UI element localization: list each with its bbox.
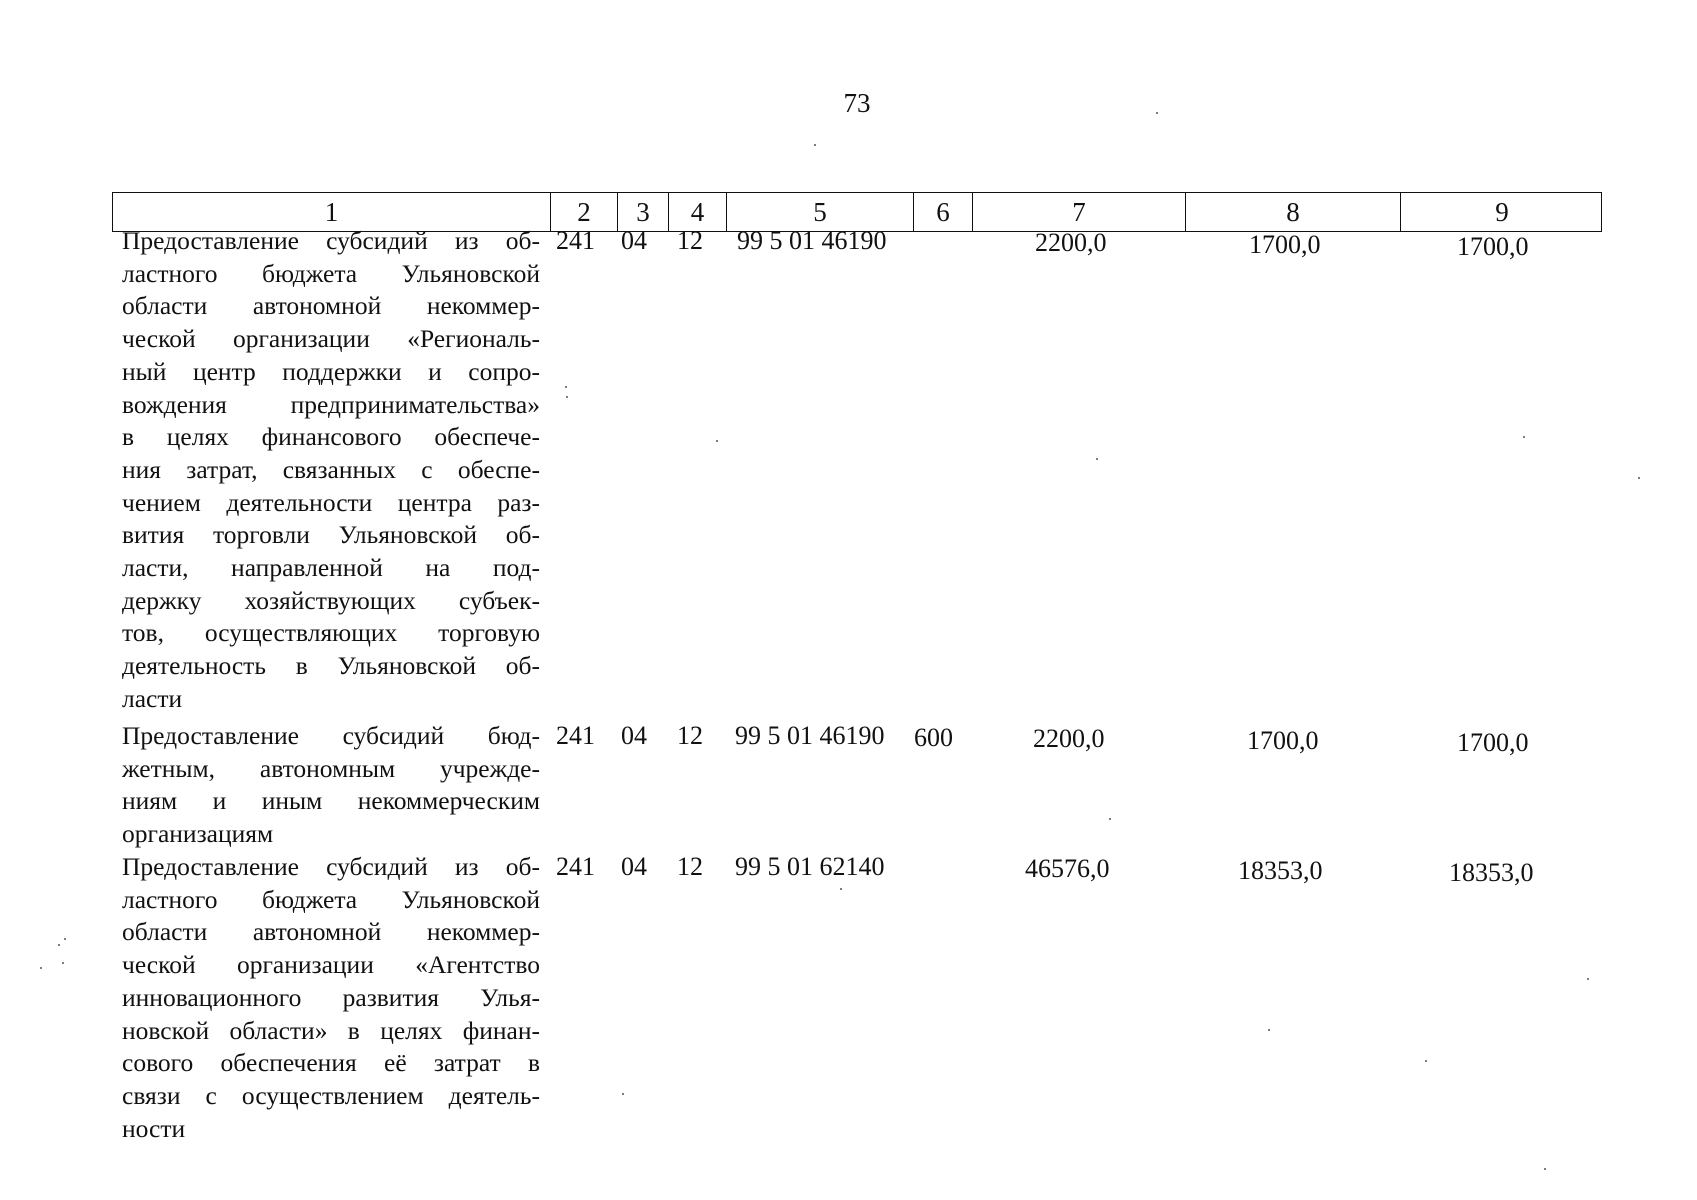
cell-col-7: 2200,0 [1033, 724, 1105, 753]
cell-col-3: 04 [621, 852, 647, 881]
column-header-5: 5 [727, 193, 914, 231]
cell-col-9: 1700,0 [1457, 232, 1529, 261]
cell-col-2: 241 [556, 721, 595, 750]
scan-speck [1156, 112, 1158, 114]
cell-col-2: 241 [556, 852, 595, 881]
cell-col-7: 2200,0 [1035, 228, 1107, 257]
description-line: ния затрат, связанных с обеспе- [122, 454, 540, 484]
description-line: вождения предпринимательства» [122, 389, 540, 419]
description-line: тов, осуществляющих торговую [122, 618, 540, 648]
column-header-1: 1 [113, 193, 551, 231]
scan-speck [64, 938, 66, 940]
scan-speck [40, 967, 42, 969]
scan-speck [1096, 458, 1098, 460]
scan-speck [1587, 978, 1589, 980]
cell-col-4: 12 [677, 852, 703, 881]
description-line: держку хозяйствующих субъек- [122, 585, 540, 615]
description-line: ный центр поддержки и сопро- [122, 356, 540, 386]
scan-speck [1544, 1168, 1546, 1170]
row-description [122, 851, 540, 1145]
column-header-8: 8 [1186, 193, 1401, 231]
column-header-6: 6 [914, 193, 973, 231]
column-header-4: 4 [669, 193, 727, 231]
description-line: ниям и иным некоммерческим [122, 786, 540, 816]
row-description [122, 225, 540, 716]
cell-col-7: 46576,0 [1025, 854, 1110, 883]
cell-col-9: 1700,0 [1457, 728, 1529, 757]
description-line: области автономной некоммер- [122, 917, 540, 947]
description-line: ласти, направленной на под- [122, 553, 540, 583]
description-line: ческой организации «Агентство [122, 950, 540, 980]
cell-col-9: 18353,0 [1449, 858, 1534, 887]
column-header-9: 9 [1495, 197, 1509, 227]
description-line: деятельность в Ульяновской об- [122, 651, 540, 681]
row-description [122, 720, 540, 851]
description-line: сового обеспечения её затрат в [122, 1048, 540, 1078]
page-number: 73 [843, 88, 871, 118]
scan-speck [622, 1093, 624, 1095]
description-line: ласти [122, 683, 183, 713]
scan-speck [566, 396, 568, 398]
description-line: новской области» в целях финан- [122, 1015, 540, 1045]
description-line: инновационного развития Улья- [122, 982, 540, 1012]
cell-col-8: 1700,0 [1247, 726, 1319, 755]
description-line: Предоставление субсидий из об- [122, 226, 540, 255]
cell-col-3: 04 [621, 721, 647, 750]
column-header-2: 2 [551, 193, 618, 231]
scan-speck [840, 888, 842, 890]
scan-speck [1109, 818, 1111, 820]
scan-speck [1268, 1029, 1270, 1031]
description-line: ластного бюджета Ульяновской [122, 884, 540, 914]
cell-col-2: 241 [556, 226, 595, 255]
scan-speck [58, 944, 60, 946]
description-line: ческой организации «Региональ- [122, 324, 540, 354]
scan-speck [1425, 1060, 1427, 1062]
description-line: вития торговли Ульяновской об- [122, 520, 540, 550]
cell-col-4: 12 [677, 226, 703, 255]
cell-col-4: 12 [677, 721, 703, 750]
description-line: в целях финансового обеспече- [122, 422, 540, 452]
cell-col-3: 04 [621, 226, 647, 255]
description-line: ластного бюджета Ульяновской [122, 258, 540, 288]
cell-col-5: 99 5 01 46190 [735, 721, 885, 750]
description-line: связи с осуществлением деятель- [122, 1080, 540, 1110]
description-line: чением деятельности центра раз- [122, 487, 540, 517]
cell-col-5: 99 5 01 46190 [737, 226, 887, 255]
cell-col-8: 18353,0 [1238, 856, 1323, 885]
description-line: Предоставление субсидий бюд- [122, 721, 540, 750]
scan-speck [565, 386, 567, 388]
column-header-3: 3 [618, 193, 669, 231]
scan-speck [1638, 477, 1640, 479]
scan-speck [1523, 436, 1525, 438]
scan-speck [62, 962, 64, 964]
description-line: Предоставление субсидий из об- [122, 852, 540, 881]
description-line: области автономной некоммер- [122, 291, 540, 321]
scan-speck [716, 440, 718, 442]
cell-col-8: 1700,0 [1249, 230, 1321, 259]
column-header-7: 7 [973, 193, 1186, 231]
description-line: жетным, автономным учрежде- [122, 753, 540, 783]
cell-col-5: 99 5 01 62140 [735, 852, 885, 881]
description-line: организациям [122, 819, 274, 849]
scan-speck [814, 144, 816, 146]
description-line: ности [122, 1113, 186, 1143]
cell-col-6: 600 [914, 723, 953, 752]
